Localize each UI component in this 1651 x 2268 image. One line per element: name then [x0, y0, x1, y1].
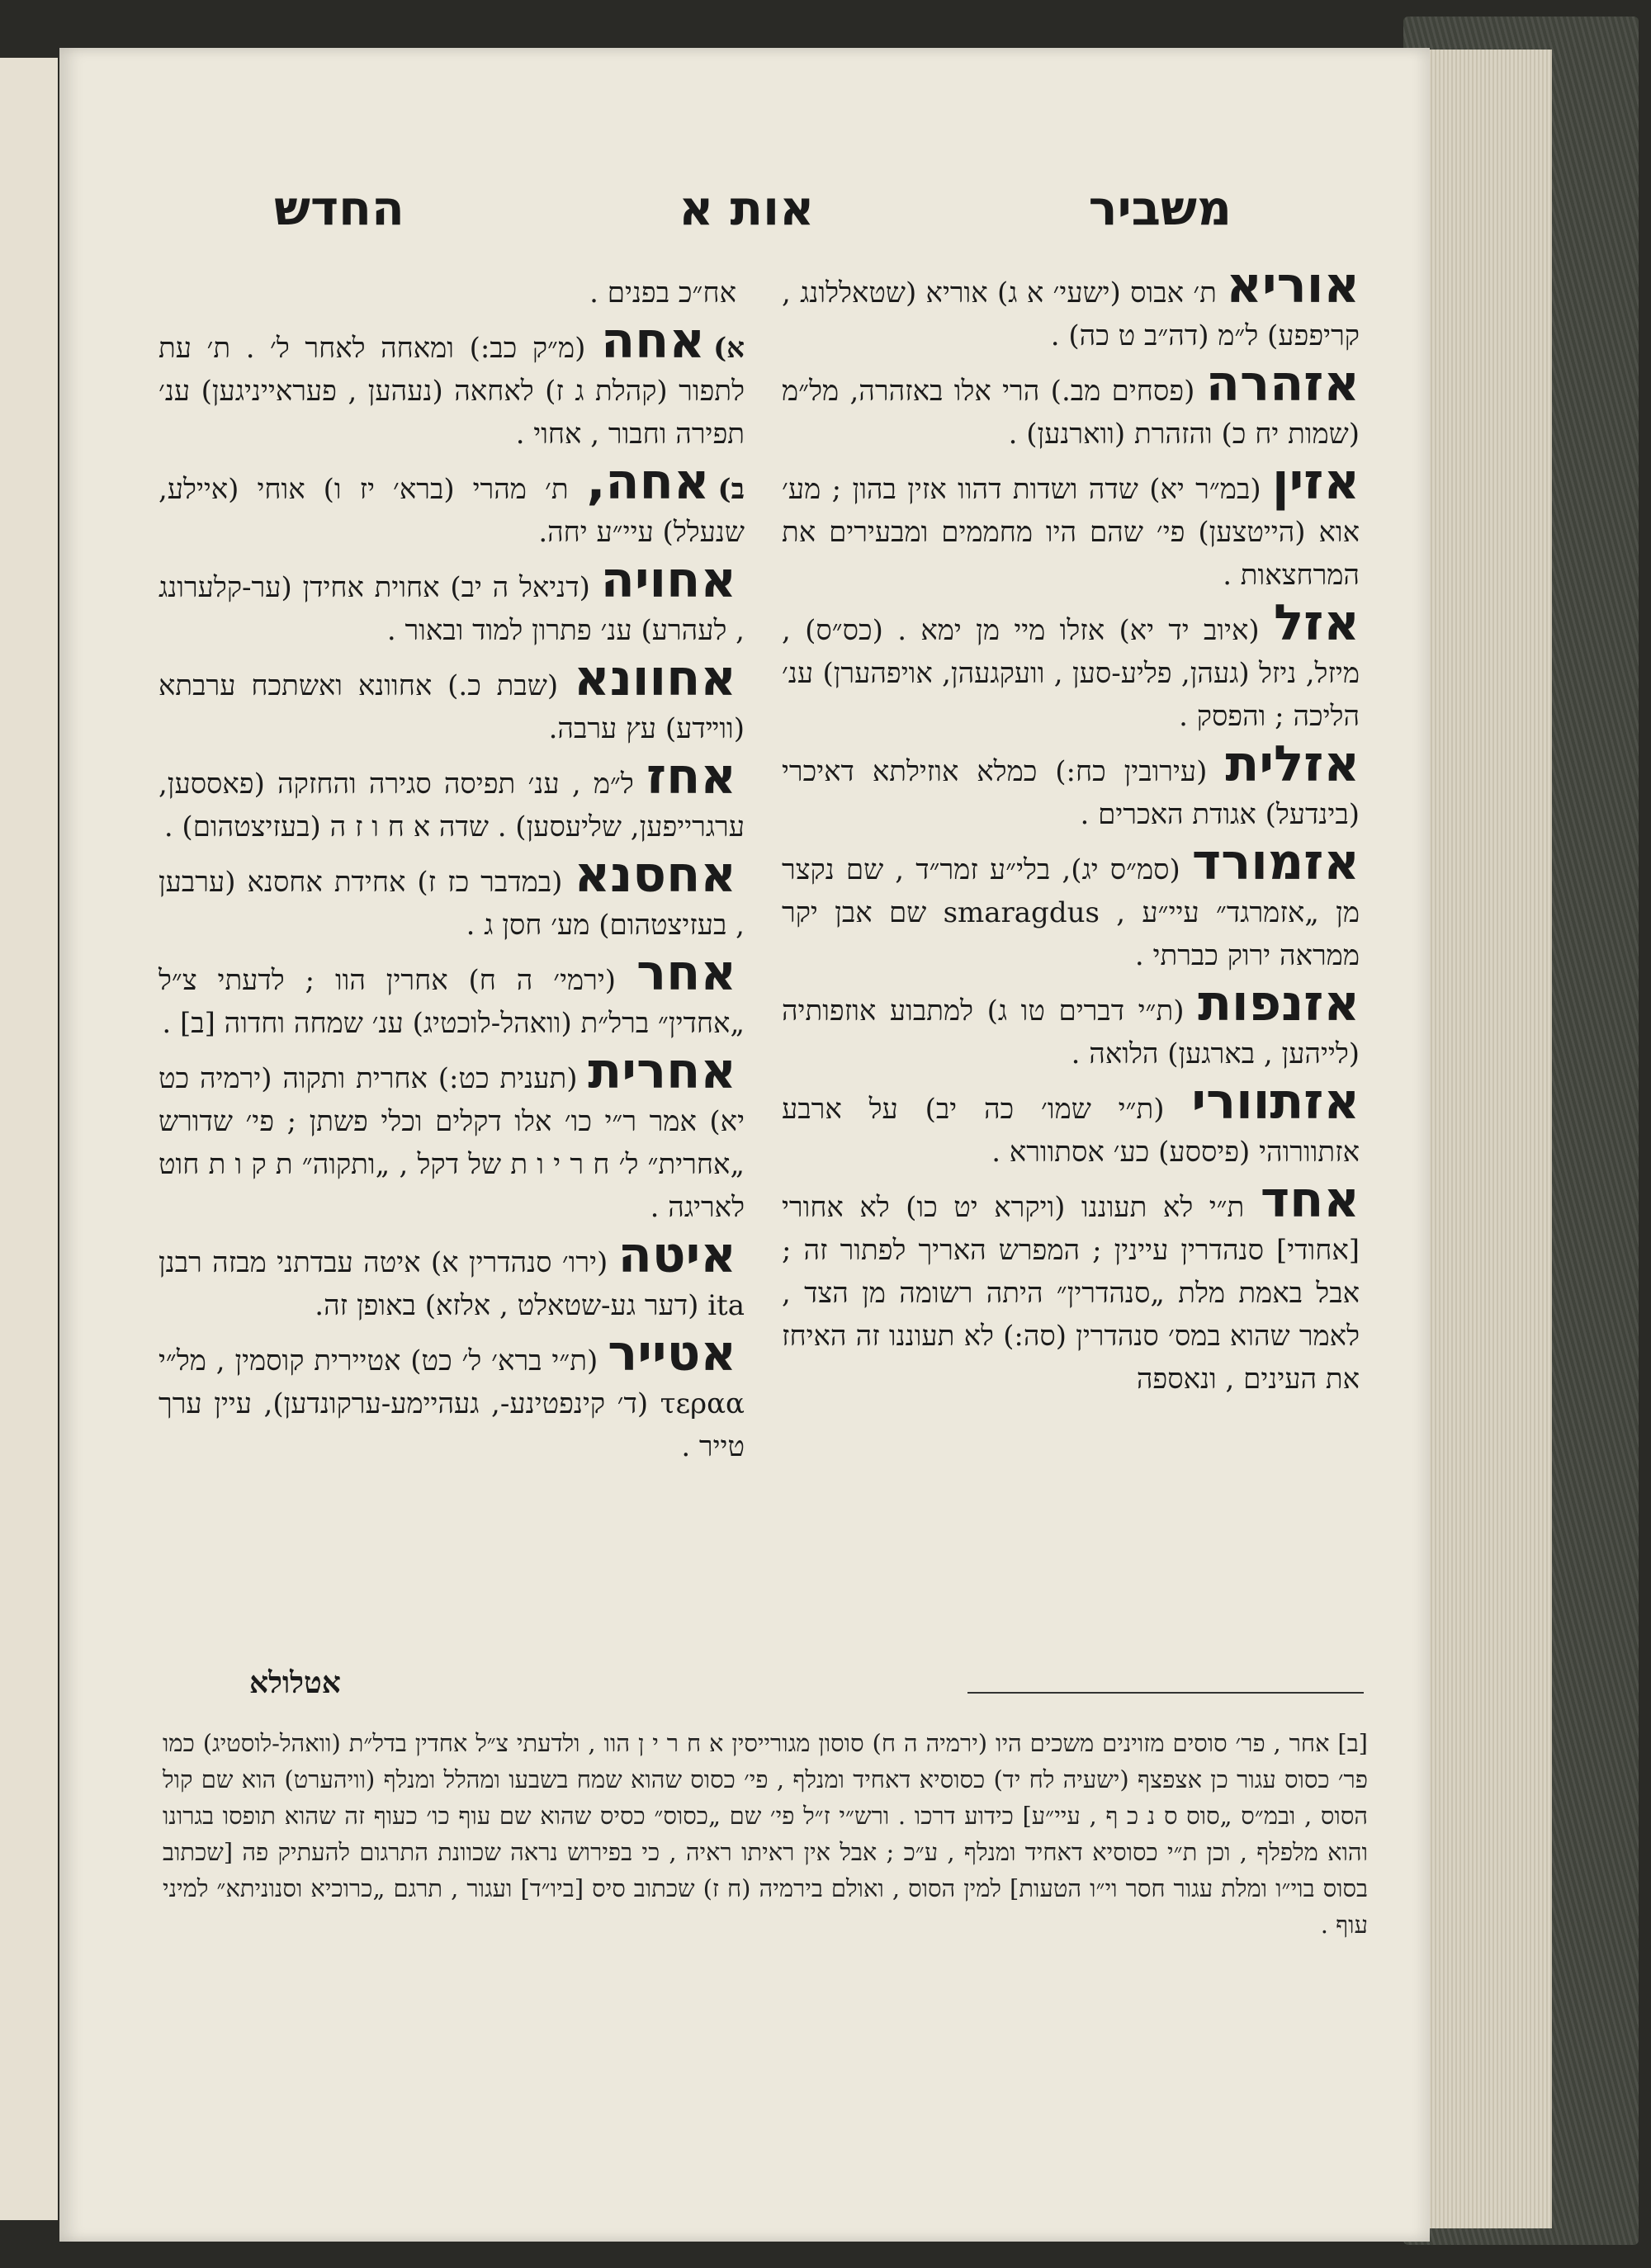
headword: אטייר — [608, 1325, 736, 1382]
dictionary-entry — [158, 650, 745, 750]
headword: איטה — [617, 1226, 736, 1284]
dictionary-entry — [782, 1073, 1360, 1174]
entry-text: ל״מ , ענ׳ תפיסה סגירה והחזקה (פאססען, ערגרייפען, שליעסען) . שדה א ח ו ז ה (בעזיצטהום) . — [158, 768, 745, 843]
entry-text: (פסחים מב.) הרי אלו באזהרה, מל״מ (שמות יח כ) והזהרת (ווארנען) . — [782, 375, 1360, 451]
dictionary-entry — [158, 944, 745, 1045]
entry-text: (שבת כ.) אחוונא ואשתכח ערבתא (ווײדע) עץ ערבה. — [158, 669, 745, 745]
dictionary-entry — [158, 1042, 745, 1229]
dictionary-entry — [158, 1325, 745, 1468]
dictionary-entry — [782, 1171, 1360, 1401]
entry-text: (איוב יד יא) אזלו מיי מן ימא . (כס״ס) , מיזל, ניזל (געהן, פליע-סען , וועקגעהן, אויפהערן) ענ׳ הליכה ; והפסק . — [782, 614, 1360, 733]
headword: אזלית — [1225, 735, 1360, 793]
entry-text: (ת״י ברא׳ ל׳ כט) אטיירית קוסמין , מל״י τεραα (ד׳ קינפטינע-, געהיימע-ערקונדען), עיין ערך טייר . — [158, 1344, 745, 1463]
dictionary-entry — [158, 453, 745, 554]
dictionary-entry — [158, 748, 745, 848]
running-head-left: החדש — [274, 180, 404, 236]
headword: אחז — [646, 748, 736, 806]
headword: אוריא — [1226, 257, 1360, 314]
headword: אחוונא — [574, 650, 736, 707]
dictionary-entry — [782, 257, 1360, 357]
entry-text: (ירו׳ סנהדרין א) איטה עבדתני מבזה רבנן ita (דער גע-שטאלט , אלזא) באופן זה. — [158, 1246, 745, 1322]
dictionary-entry — [158, 312, 745, 456]
entry-text: (סמ״ס יג), בלי״ע זמר״ד , שם נקצר מן „אזמרגד״ עיי״ע , smaragdus שם אבן יקר ממראה ירוק כברתי . — [782, 853, 1360, 972]
entry-text: (ירמי׳ ה ח) אחרין הוו ; לדעתי צ״ל „אחדין״ ברל״ת (וואהל-לוכטיג) ענ׳ שמחה וחדוה [ב] . — [158, 964, 745, 1040]
dictionary-entry — [782, 834, 1360, 977]
entry-text: (ת״י שמו׳ כה יב) על ארבע אזתוורוהי (פיססע) כע׳ אסתוורא . — [782, 1093, 1360, 1169]
headword: אזמורד — [1191, 834, 1360, 891]
headword: אזל — [1273, 594, 1360, 652]
book-page — [59, 48, 1430, 2242]
entry-text: ת׳ מהרי (ברא׳ יז ו) אוחי (איילע, שנעלל) עיי״ע יחה. — [158, 473, 745, 549]
headword: אחה, — [586, 453, 710, 511]
entry-text: אח״כ בפנים . — [589, 276, 736, 309]
entry-text: (דניאל ה יב) אחוית אחידן (ער-קלערונג , לעהרע) ענ׳ פתרון למוד ובאור . — [158, 571, 745, 647]
headword: אחרית — [588, 1042, 736, 1100]
footnote-rule — [967, 1692, 1364, 1694]
dictionary-entry — [782, 453, 1360, 597]
entry-text: (במ״ר יא) שדה ושדות דהוו אזין בהון ; מע׳ אוא (הייטצען) פי׳ שהם היו מחממים ומבעירים את המרחצאות . — [782, 473, 1360, 592]
entry-marker: א) — [713, 332, 745, 365]
right-column — [782, 257, 1360, 1406]
headword: אחד — [1260, 1171, 1360, 1229]
entry-text: (במדבר כז ז) אחידת אחסנא (ערבען , בעזיצטהום) מע׳ חסן ג . — [158, 866, 745, 942]
entry-text: (תענית כט:) אחרית ותקוה (ירמיה כט יא) אמר ר״י כו׳ אלו דקלים וכלי פשתן ; פי׳ שדורש „אחרית״ ל׳ ח ר י ו ת של דקל , „ותקוה״ ת ק ו ת חוט לאריגה . — [158, 1062, 745, 1224]
previous-page-edge — [0, 58, 58, 2220]
headword: אחסנא — [574, 846, 736, 904]
dictionary-entry — [782, 594, 1360, 738]
headword: אחר — [636, 944, 736, 1002]
dictionary-entry — [158, 846, 745, 947]
dictionary-entry — [782, 975, 1360, 1075]
dictionary-entry — [782, 355, 1360, 456]
dictionary-entry — [158, 264, 745, 314]
entry-marker: ב) — [717, 473, 745, 506]
headword: אחויה — [600, 551, 737, 609]
footnote: [ב] אחר , פר׳ סוסים מזוינים משכים היו (ירמיה ה ח) סוסון מגורייסין א ח ר י ן הוו , ולדעתי צ״ל אחדין בדל״ת (וואהל-לוסטיג) כמו פר׳ כסוס עגור כן אצפצף (ישעיה לח יד) כסוסיא דאחיד ומנלף , פי׳ כסוס שהוא שמח בשבעו ומהלל ומנלף (וויהערט) הוא שם קול הסוס , ובמ״ס „סוס ס נ כ ף , עיי״ע] כידוע דרכו . ורש״י ז״ל פי׳ שם „כסוס״ כסיס שהוא שם עוף כו׳ כעוף זה שהוא תופסו בגרונו והוא מלפלף , וכן ת״י כסוסיא דאחיד ומנלף , ע״כ ; אבל אין ראיתו ראיה , כי בפירוש נראה שכוונת התרגום להעתיק פה [שכתוב בסוס בוי״ו ומלת עגור חסר וי״ו הטעות] למין הסוס , ואולם בירמיה (ח ז) שכתוב סיס [ביו״ד] ועגור , תרגם „כרוכיא וסנוניתא״ למיני עוף . — [163, 1729, 1368, 1939]
headword: אזין — [1272, 453, 1360, 511]
dictionary-entry — [158, 551, 745, 652]
entry-text: ת״י לא תעוננו (ויקרא יט כו) לא אחורי [אחודי] סנהדרין עיינין ; המפרש האריך לפתור זה ; אבל באמת מלת „סנהדרין״ היתה רשומה מן הצד , לאמר שהוא במס׳ סנהדרין (סה:) לא תעוננו זה האיחז את העינים , ונאספה — [782, 1191, 1360, 1396]
dictionary-entry — [158, 1226, 745, 1327]
running-head — [274, 180, 1232, 236]
headword: אזנפות — [1198, 975, 1360, 1032]
headword: אזהרה — [1205, 355, 1360, 413]
catchword: אטלולא — [249, 1666, 341, 1700]
dictionary-entry — [782, 735, 1360, 836]
entry-text: ת׳ אבוס (ישעי׳ א ג) אוריא (שטאללונג , קריפפע) ל״מ (דה״ב ט כה) . — [782, 276, 1360, 352]
entry-text: (מ״ק כב:) ומאחה לאחר ל׳ . ת׳ עת לתפור (קהלת ג ז) לאחאה (נעהען , פעראייניגען) ענ׳ תפירה וחבור , אחוי . — [158, 332, 745, 451]
left-column — [158, 264, 745, 1473]
entry-text: (עירובין כח:) כמלא אוזילתא דאיכרי (בינדעל) אגודת האכרים . — [782, 755, 1360, 831]
headword: אחה — [600, 312, 706, 370]
running-head-center: אות א — [679, 180, 815, 236]
headword: אזתוורי — [1191, 1073, 1360, 1131]
entry-text: (ת״י דברים טו ג) למתבוע אוזפותיה (לייהען , בארגען) הלואה . — [782, 995, 1360, 1070]
running-head-right: משביר — [1088, 180, 1232, 236]
